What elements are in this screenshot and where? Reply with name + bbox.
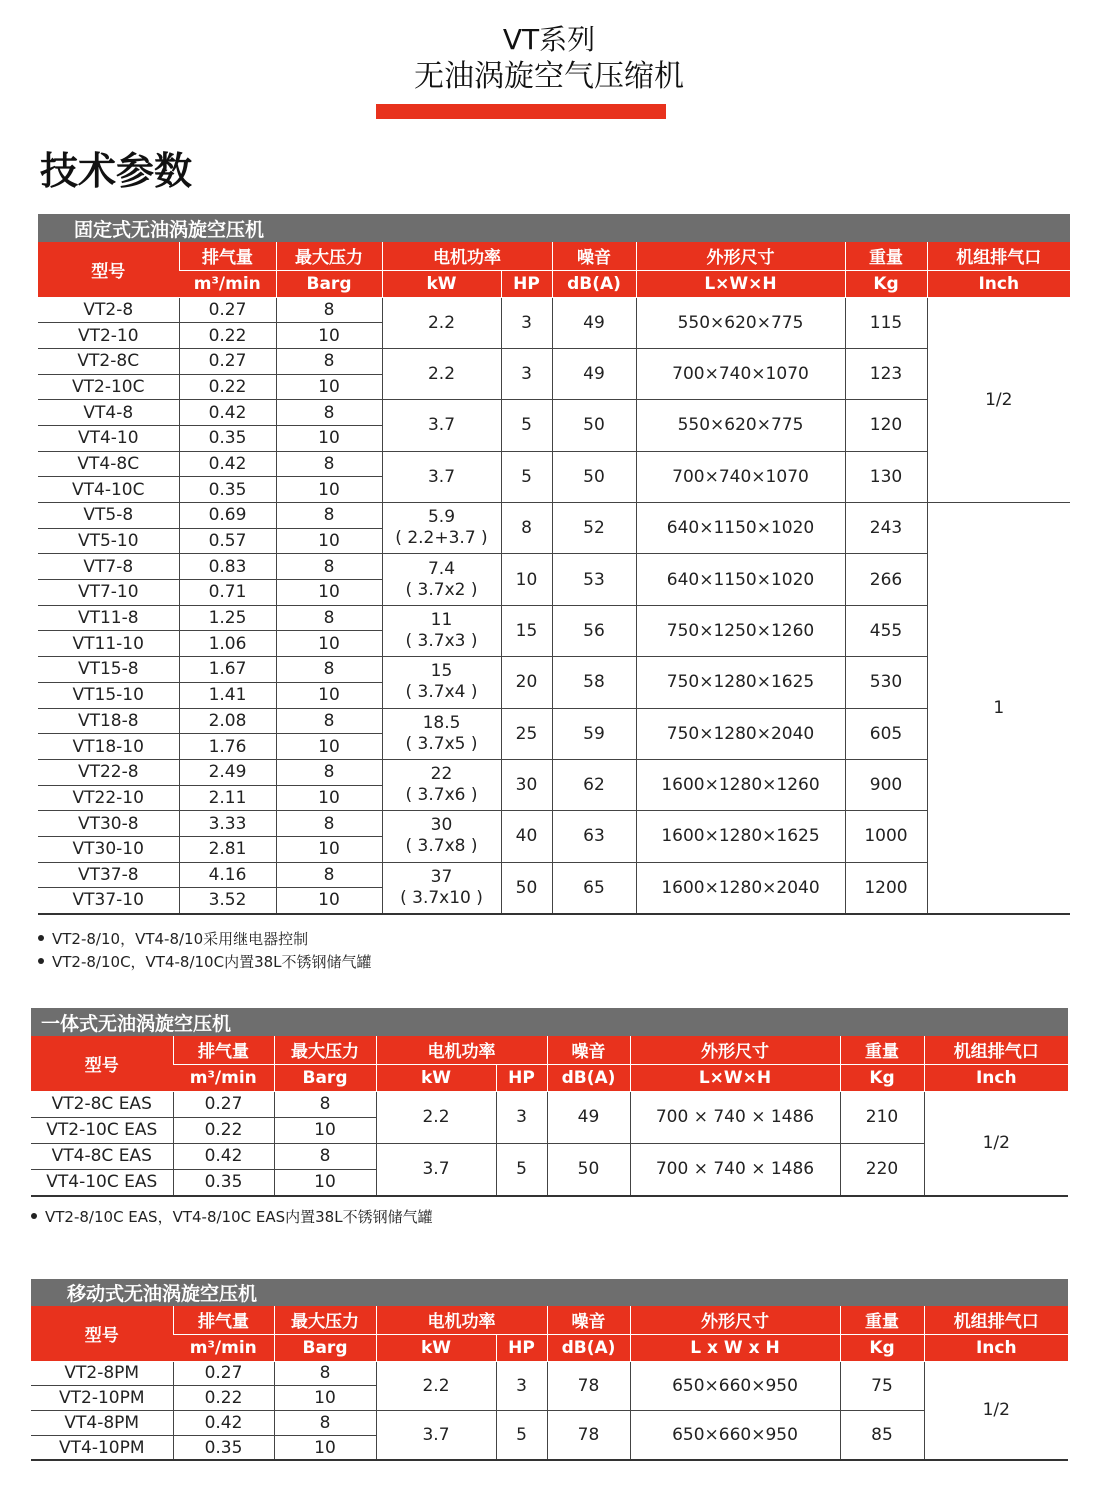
pressure-cell: 10 <box>276 374 382 400</box>
model-cell: VT4-10PM <box>31 1435 173 1460</box>
pressure-cell: 8 <box>276 451 382 477</box>
unit-pressure: Barg <box>274 1064 376 1091</box>
dims-cell: 1600×1280×1260 <box>636 759 845 810</box>
pressure-cell: 10 <box>276 682 382 708</box>
unit-kw: kW <box>376 1064 496 1091</box>
pressure-cell: 10 <box>276 734 382 760</box>
weight-cell: 1200 <box>845 862 927 913</box>
unit-noise: dB(A) <box>552 270 636 297</box>
table-row <box>38 451 1070 477</box>
header-flow: 排气量 <box>173 1306 274 1334</box>
model-cell: VT2-10C <box>38 374 179 400</box>
pressure-cell: 10 <box>274 1435 376 1460</box>
noise-cell: 50 <box>552 451 636 502</box>
model-cell: VT37-8 <box>38 862 179 888</box>
table-row <box>38 759 1070 785</box>
header-power: 电机功率 <box>376 1306 547 1334</box>
hp-cell: 3 <box>496 1091 547 1143</box>
dims-cell: 650×660×950 <box>630 1361 840 1411</box>
flow-cell: 0.71 <box>179 580 276 606</box>
header-pressure: 最大压力 <box>274 1036 376 1064</box>
pressure-cell: 10 <box>276 323 382 349</box>
kw-cell: 7.4 ( 3.7x2 ) <box>382 554 501 605</box>
noise-cell: 49 <box>547 1091 630 1143</box>
flow-cell: 1.06 <box>179 631 276 657</box>
model-cell: VT2-8C <box>38 348 179 374</box>
model-cell: VT5-10 <box>38 528 179 554</box>
pressure-cell: 10 <box>276 785 382 811</box>
unit-dims: L×W×H <box>636 270 845 297</box>
header-weight: 重量 <box>840 1036 924 1064</box>
dims-cell: 700 × 740 × 1486 <box>630 1143 840 1195</box>
header-dims: 外形尺寸 <box>636 242 845 270</box>
kw-cell: 2.2 <box>382 297 501 348</box>
hp-cell: 5 <box>496 1411 547 1461</box>
noise-cell: 56 <box>552 605 636 656</box>
unit-weight: Kg <box>840 1064 924 1091</box>
table-row <box>38 657 1070 683</box>
table1-notes <box>38 928 372 974</box>
flow-cell: 2.49 <box>179 759 276 785</box>
outlet-cell: 1/2 <box>924 1091 1068 1196</box>
dims-cell: 640×1150×1020 <box>636 554 845 605</box>
hp-cell: 8 <box>501 503 552 554</box>
flow-cell: 2.08 <box>179 708 276 734</box>
header-outlet: 机组排气口 <box>924 1036 1068 1064</box>
weight-cell: 210 <box>840 1091 924 1143</box>
noise-cell: 50 <box>547 1143 630 1195</box>
pressure-cell: 10 <box>276 528 382 554</box>
integrated-compressor-table <box>31 1008 1068 1197</box>
table-row <box>38 348 1070 374</box>
pressure-cell: 10 <box>276 425 382 451</box>
unit-flow: m³/min <box>173 1064 274 1091</box>
pressure-cell: 10 <box>274 1170 376 1196</box>
title-underline-bar <box>376 104 666 119</box>
pressure-cell: 8 <box>276 503 382 529</box>
flow-cell: 0.42 <box>179 400 276 426</box>
pressure-cell: 10 <box>276 631 382 657</box>
flow-cell: 0.57 <box>179 528 276 554</box>
kw-cell: 3.7 <box>376 1143 496 1195</box>
weight-cell: 266 <box>845 554 927 605</box>
kw-cell: 5.9 ( 2.2+3.7 ) <box>382 503 501 554</box>
header-flow: 排气量 <box>173 1036 274 1064</box>
header-outlet: 机组排气口 <box>924 1306 1068 1334</box>
noise-cell: 62 <box>552 759 636 810</box>
dims-cell: 700×740×1070 <box>636 451 845 502</box>
kw-cell: 37 ( 3.7x10 ) <box>382 862 501 913</box>
outlet-cell: 1/2 <box>927 297 1070 503</box>
unit-hp: HP <box>501 270 552 297</box>
table-caption: 移动式无油涡旋空压机 <box>31 1279 1068 1306</box>
dims-cell: 550×620×775 <box>636 297 845 348</box>
model-cell: VT30-8 <box>38 811 179 837</box>
unit-outlet: Inch <box>927 270 1070 297</box>
kw-cell: 2.2 <box>376 1361 496 1411</box>
unit-hp: HP <box>496 1064 547 1091</box>
model-cell: VT2-10 <box>38 323 179 349</box>
header-noise: 噪音 <box>552 242 636 270</box>
header-weight: 重量 <box>840 1306 924 1334</box>
pressure-cell: 10 <box>276 477 382 503</box>
hp-cell: 20 <box>501 657 552 708</box>
header-noise: 噪音 <box>547 1306 630 1334</box>
model-cell: VT4-10 <box>38 425 179 451</box>
flow-cell: 0.22 <box>173 1117 274 1143</box>
model-cell: VT11-10 <box>38 631 179 657</box>
hp-cell: 5 <box>501 400 552 451</box>
header-flow: 排气量 <box>179 242 276 270</box>
weight-cell: 1000 <box>845 811 927 862</box>
table-row <box>38 708 1070 734</box>
weight-cell: 120 <box>845 400 927 451</box>
pressure-cell: 8 <box>276 657 382 683</box>
dims-cell: 550×620×775 <box>636 400 845 451</box>
weight-cell: 605 <box>845 708 927 759</box>
table-row <box>31 1411 1068 1436</box>
pressure-cell: 10 <box>276 836 382 862</box>
pressure-cell: 8 <box>276 348 382 374</box>
header-pressure: 最大压力 <box>274 1306 376 1334</box>
hp-cell: 25 <box>501 708 552 759</box>
unit-noise: dB(A) <box>547 1334 630 1361</box>
flow-cell: 0.42 <box>179 451 276 477</box>
kw-cell: 3.7 <box>382 400 501 451</box>
table-row <box>31 1143 1068 1169</box>
model-cell: VT22-10 <box>38 785 179 811</box>
pressure-cell: 8 <box>276 811 382 837</box>
table-row <box>38 862 1070 888</box>
dims-cell: 750×1250×1260 <box>636 605 845 656</box>
dims-cell: 700×740×1070 <box>636 348 845 399</box>
flow-cell: 0.35 <box>179 477 276 503</box>
pressure-cell: 8 <box>274 1091 376 1117</box>
weight-cell: 220 <box>840 1143 924 1195</box>
noise-cell: 49 <box>552 297 636 348</box>
hp-cell: 3 <box>496 1361 547 1411</box>
dims-cell: 1600×1280×1625 <box>636 811 845 862</box>
flow-cell: 0.27 <box>179 348 276 374</box>
flow-cell: 0.27 <box>173 1091 274 1117</box>
weight-cell: 115 <box>845 297 927 348</box>
flow-cell: 2.81 <box>179 836 276 862</box>
pressure-cell: 10 <box>276 580 382 606</box>
noise-cell: 50 <box>552 400 636 451</box>
unit-weight: Kg <box>845 270 927 297</box>
kw-cell: 15 ( 3.7x4 ) <box>382 657 501 708</box>
model-cell: VT15-10 <box>38 682 179 708</box>
flow-cell: 1.25 <box>179 605 276 631</box>
model-cell: VT4-8C EAS <box>31 1143 173 1169</box>
unit-weight: Kg <box>840 1334 924 1361</box>
unit-flow: m³/min <box>173 1334 274 1361</box>
note-item: VT2-8/10C，VT4-8/10C内置38L不锈钢储气罐 <box>38 951 372 974</box>
flow-cell: 0.22 <box>173 1386 274 1411</box>
noise-cell: 49 <box>552 348 636 399</box>
table-row <box>38 605 1070 631</box>
dims-cell: 700 × 740 × 1486 <box>630 1091 840 1143</box>
header-outlet: 机组排气口 <box>927 242 1070 270</box>
flow-cell: 0.22 <box>179 374 276 400</box>
model-cell: VT4-10C <box>38 477 179 503</box>
flow-cell: 1.41 <box>179 682 276 708</box>
unit-kw: kW <box>382 270 501 297</box>
table-row <box>38 400 1070 426</box>
mobile-compressor-table <box>31 1279 1068 1461</box>
dims-cell: 750×1280×1625 <box>636 657 845 708</box>
table-caption: 固定式无油涡旋空压机 <box>38 214 1070 242</box>
table-row <box>38 503 1070 529</box>
weight-cell: 85 <box>840 1411 924 1461</box>
product-title: 无油涡旋空气压缩机 <box>414 59 684 94</box>
pressure-cell: 10 <box>276 888 382 914</box>
flow-cell: 1.76 <box>179 734 276 760</box>
flow-cell: 3.33 <box>179 811 276 837</box>
noise-cell: 65 <box>552 862 636 913</box>
section-title: 技术参数 <box>40 149 193 193</box>
model-cell: VT30-10 <box>38 836 179 862</box>
header-model: 型号 <box>31 1306 173 1361</box>
pressure-cell: 8 <box>276 862 382 888</box>
model-cell: VT2-8C EAS <box>31 1091 173 1117</box>
header-dims: 外形尺寸 <box>630 1036 840 1064</box>
table-row <box>38 811 1070 837</box>
dims-cell: 650×660×950 <box>630 1411 840 1461</box>
noise-cell: 52 <box>552 503 636 554</box>
noise-cell: 59 <box>552 708 636 759</box>
kw-cell: 2.2 <box>376 1091 496 1143</box>
pressure-cell: 8 <box>274 1411 376 1436</box>
model-cell: VT15-8 <box>38 657 179 683</box>
noise-cell: 58 <box>552 657 636 708</box>
pressure-cell: 8 <box>276 605 382 631</box>
hp-cell: 5 <box>501 451 552 502</box>
unit-outlet: Inch <box>924 1334 1068 1361</box>
model-cell: VT18-8 <box>38 708 179 734</box>
noise-cell: 78 <box>547 1361 630 1411</box>
weight-cell: 75 <box>840 1361 924 1411</box>
unit-pressure: Barg <box>274 1334 376 1361</box>
outlet-cell: 1 <box>927 503 1070 914</box>
header-dims: 外形尺寸 <box>630 1306 840 1334</box>
header-pressure: 最大压力 <box>276 242 382 270</box>
weight-cell: 455 <box>845 605 927 656</box>
series-title: VT系列 <box>502 23 596 56</box>
unit-dims: L×W×H <box>630 1064 840 1091</box>
dims-cell: 750×1280×2040 <box>636 708 845 759</box>
outlet-cell: 1/2 <box>924 1361 1068 1460</box>
flow-cell: 0.35 <box>179 425 276 451</box>
model-cell: VT18-10 <box>38 734 179 760</box>
header-power: 电机功率 <box>382 242 552 270</box>
table-caption: 一体式无油涡旋空压机 <box>31 1008 1068 1036</box>
kw-cell: 30 ( 3.7x8 ) <box>382 811 501 862</box>
model-cell: VT2-8 <box>38 297 179 323</box>
note-item: VT2-8/10C EAS，VT4-8/10C EAS内置38L不锈钢储气罐 <box>31 1206 433 1229</box>
model-cell: VT2-8PM <box>31 1361 173 1386</box>
fixed-compressor-table <box>38 214 1070 915</box>
pressure-cell: 10 <box>274 1117 376 1143</box>
pressure-cell: 8 <box>274 1143 376 1169</box>
model-cell: VT4-8C <box>38 451 179 477</box>
header-noise: 噪音 <box>547 1036 630 1064</box>
pressure-cell: 10 <box>274 1386 376 1411</box>
table-row <box>38 554 1070 580</box>
flow-cell: 0.69 <box>179 503 276 529</box>
header-weight: 重量 <box>845 242 927 270</box>
flow-cell: 0.42 <box>173 1411 274 1436</box>
pressure-cell: 8 <box>276 759 382 785</box>
flow-cell: 0.42 <box>173 1143 274 1169</box>
page-header <box>0 22 1098 96</box>
unit-noise: dB(A) <box>547 1064 630 1091</box>
hp-cell: 50 <box>501 862 552 913</box>
hp-cell: 5 <box>496 1143 547 1195</box>
table-row <box>31 1091 1068 1117</box>
hp-cell: 10 <box>501 554 552 605</box>
hp-cell: 15 <box>501 605 552 656</box>
hp-cell: 40 <box>501 811 552 862</box>
unit-flow: m³/min <box>179 270 276 297</box>
dims-cell: 1600×1280×2040 <box>636 862 845 913</box>
table-row <box>31 1361 1068 1386</box>
hp-cell: 3 <box>501 297 552 348</box>
model-cell: VT4-8PM <box>31 1411 173 1436</box>
table-row <box>38 297 1070 323</box>
pressure-cell: 8 <box>274 1361 376 1386</box>
header-power: 电机功率 <box>376 1036 547 1064</box>
kw-cell: 22 ( 3.7x6 ) <box>382 759 501 810</box>
flow-cell: 4.16 <box>179 862 276 888</box>
unit-dims: L x W x H <box>630 1334 840 1361</box>
kw-cell: 2.2 <box>382 348 501 399</box>
weight-cell: 900 <box>845 759 927 810</box>
hp-cell: 3 <box>501 348 552 399</box>
kw-cell: 3.7 <box>382 451 501 502</box>
model-cell: VT7-10 <box>38 580 179 606</box>
pressure-cell: 8 <box>276 554 382 580</box>
weight-cell: 130 <box>845 451 927 502</box>
kw-cell: 11 ( 3.7x3 ) <box>382 605 501 656</box>
model-cell: VT22-8 <box>38 759 179 785</box>
model-cell: VT11-8 <box>38 605 179 631</box>
flow-cell: 0.35 <box>173 1170 274 1196</box>
noise-cell: 53 <box>552 554 636 605</box>
flow-cell: 0.35 <box>173 1435 274 1460</box>
flow-cell: 3.52 <box>179 888 276 914</box>
flow-cell: 0.22 <box>179 323 276 349</box>
pressure-cell: 8 <box>276 400 382 426</box>
flow-cell: 0.27 <box>173 1361 274 1386</box>
model-cell: VT4-10C EAS <box>31 1170 173 1196</box>
model-cell: VT5-8 <box>38 503 179 529</box>
unit-outlet: Inch <box>924 1064 1068 1091</box>
kw-cell: 18.5 ( 3.7x5 ) <box>382 708 501 759</box>
model-cell: VT4-8 <box>38 400 179 426</box>
unit-kw: kW <box>376 1334 496 1361</box>
weight-cell: 243 <box>845 503 927 554</box>
unit-pressure: Barg <box>276 270 382 297</box>
pressure-cell: 8 <box>276 297 382 323</box>
unit-hp: HP <box>496 1334 547 1361</box>
weight-cell: 530 <box>845 657 927 708</box>
kw-cell: 3.7 <box>376 1411 496 1461</box>
flow-cell: 2.11 <box>179 785 276 811</box>
table2-notes <box>31 1206 433 1229</box>
weight-cell: 123 <box>845 348 927 399</box>
model-cell: VT7-8 <box>38 554 179 580</box>
pressure-cell: 8 <box>276 708 382 734</box>
model-cell: VT37-10 <box>38 888 179 914</box>
flow-cell: 0.27 <box>179 297 276 323</box>
flow-cell: 1.67 <box>179 657 276 683</box>
header-model: 型号 <box>38 242 179 297</box>
flow-cell: 0.83 <box>179 554 276 580</box>
noise-cell: 63 <box>552 811 636 862</box>
model-cell: VT2-10PM <box>31 1386 173 1411</box>
model-cell: VT2-10C EAS <box>31 1117 173 1143</box>
hp-cell: 30 <box>501 759 552 810</box>
dims-cell: 640×1150×1020 <box>636 503 845 554</box>
note-item: VT2-8/10，VT4-8/10采用继电器控制 <box>38 928 372 951</box>
header-model: 型号 <box>31 1036 173 1091</box>
noise-cell: 78 <box>547 1411 630 1461</box>
